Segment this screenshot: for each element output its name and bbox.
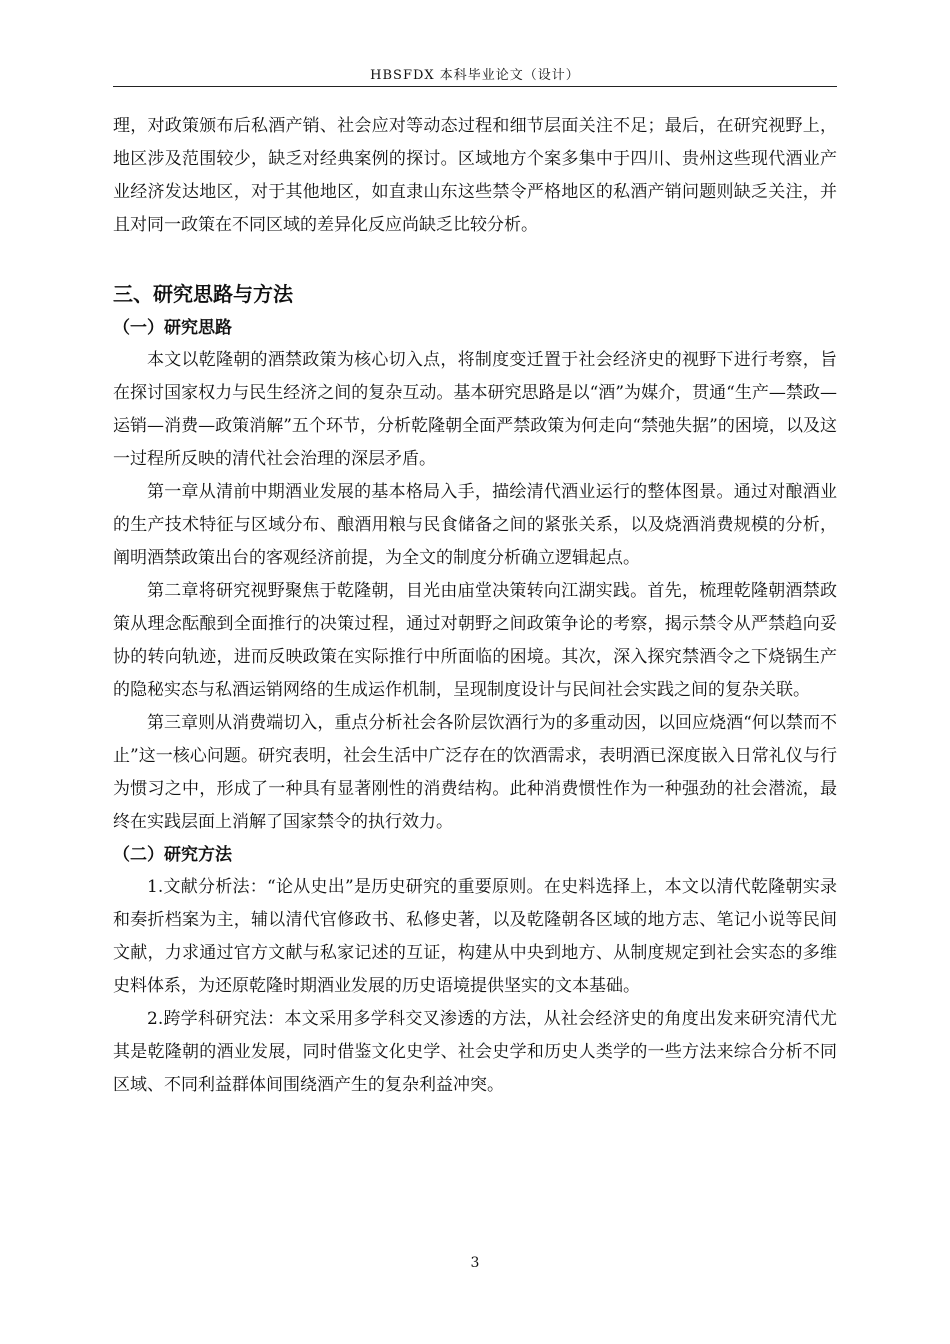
paragraph-chapter-two: 第二章将研究视野聚焦于乾隆朝，目光由庙堂决策转向江湖实践。首先，梳理乾隆朝酒禁政策从理念酝酿到全面推行的决策过程，通过对朝野之间政策争论的考察，揭示禁令从严禁趋向妥协的转向轨迹，进而反映政策在实际推行中所面临的困境。其次，深入探究禁酒令之下烧锅生产的隐秘实态与私酒运销网络的生成运作机制，呈现制度设计与民间社会实践之间的复杂关联。 xyxy=(113,581,837,700)
paragraph-chapter-one: 第一章从清前中期酒业发展的基本格局入手，描绘清代酒业运行的整体图景。通过对酿酒业的生产技术特征与区域分布、酿酒用粮与民食储备之间的紧张关系，以及烧酒消费规模的分析，阐明酒禁政策出台的客观经济前提，为全文的制度分析确立逻辑起点。 xyxy=(113,482,837,568)
subsection-heading-research-ideas: （一）研究思路 xyxy=(113,318,232,338)
subsection-heading-research-methods: （二）研究方法 xyxy=(113,845,232,865)
paragraph-continuation: 理，对政策颁布后私酒产销、社会应对等动态过程和细节层面关注不足；最后，在研究视野上，地区涉及范围较少，缺乏对经典案例的探讨。区域地方个案多集中于四川、贵州这些现代酒业产业经济发达地区，对于其他地区，如直隶山东这些禁令严格地区的私酒产销问题则缺乏关注，并且对同一政策在不同区域的差异化反应尚缺乏比较分析。 xyxy=(113,116,837,235)
paragraph-method-interdisciplinary: 2.跨学科研究法：本文采用多学科交叉渗透的方法，从社会经济史的角度出发来研究清代尤其是乾隆朝的酒业发展，同时借鉴文化史学、社会史学和历史人类学的一些方法来综合分析不同区域、不同利益群体间围绕酒产生的复杂利益冲突。 xyxy=(113,1009,837,1095)
paragraph-method-literature: 1.文献分析法：“论从史出”是历史研究的重要原则。在史料选择上，本文以清代乾隆朝实录和奏折档案为主，辅以清代官修政书、私修史著，以及乾隆朝各区域的地方志、笔记小说等民间文献，力求通过官方文献与私家记述的互证，构建从中央到地方、从制度规定到社会实态的多维史料体系，为还原乾隆时期酒业发展的历史语境提供坚实的文本基础。 xyxy=(113,877,837,996)
paragraph-research-overview: 本文以乾隆朝的酒禁政策为核心切入点，将制度变迁置于社会经济史的视野下进行考察，旨在探讨国家权力与民生经济之间的复杂互动。基本研究思路是以“酒”为媒介，贯通“生产—禁政—运销—消费—政策消解”五个环节，分析乾隆朝全面严禁政策为何走向“禁弛失据”的困境，以及这一过程所反映的清代社会治理的深层矛盾。 xyxy=(113,350,837,469)
document-body xyxy=(113,110,837,1102)
paragraph-chapter-three: 第三章则从消费端切入，重点分析社会各阶层饮酒行为的多重动因，以回应烧酒“何以禁而不止”这一核心问题。研究表明，社会生活中广泛存在的饮酒需求，表明酒已深度嵌入日常礼仪与行为惯习之中，形成了一种具有显著刚性的消费结构。此种消费惯性作为一种强劲的社会潜流，最终在实践层面上消解了国家禁令的执行效力。 xyxy=(113,713,837,832)
page-header: HBSFDX 本科毕业论文（设计） xyxy=(370,68,580,83)
header-divider xyxy=(113,86,837,87)
section-heading-research-approach: 三、研究思路与方法 xyxy=(113,282,293,306)
page-number: 3 xyxy=(470,1255,480,1271)
